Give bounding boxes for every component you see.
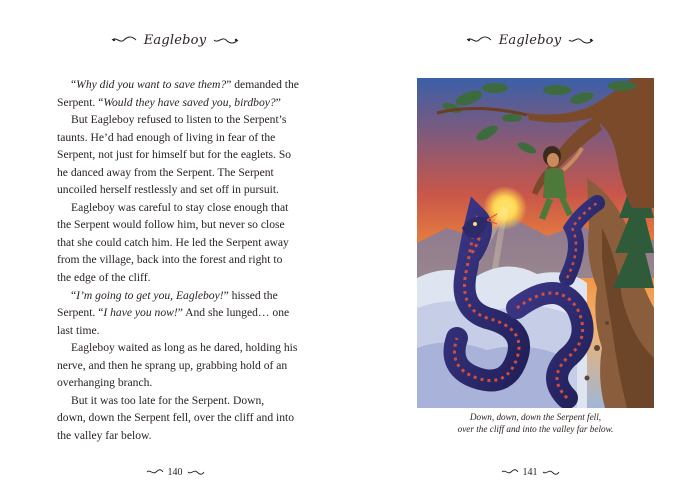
- text-line: “Why did you want to save them?” demanded the: [71, 78, 299, 91]
- text-line: But it was too late for the Serpent. Down,: [71, 393, 265, 407]
- story-text: [57, 76, 300, 444]
- page-number-text: 141: [522, 466, 538, 478]
- right-header-title: Eagleboy: [498, 32, 562, 48]
- left-page-number: [0, 465, 350, 479]
- paragraph-1: [57, 76, 300, 94]
- right-flourish-icon: [567, 35, 595, 45]
- folio-flourish-icon: [187, 468, 205, 476]
- text-line: he danced away from the Serpent. The Serpent: [57, 165, 274, 179]
- right-running-header: [350, 30, 700, 50]
- folio-flourish-icon: [146, 468, 164, 476]
- paragraph-1-cont: [57, 94, 300, 112]
- left-header-title: Eagleboy: [143, 32, 207, 48]
- text-line: last time.: [57, 323, 100, 337]
- caption-line: Down, down, down the Serpent fell,: [469, 412, 602, 422]
- caption-line: over the cliff and into the valley far below.: [457, 424, 614, 434]
- left-flourish-icon: [110, 35, 138, 45]
- text-line: that she could catch him. He led the Serpent away: [57, 235, 289, 249]
- paragraph-3-cont: [57, 216, 300, 286]
- serpent-falling-illustration: [417, 78, 654, 408]
- paragraph-2-cont: [57, 129, 300, 199]
- text-line: But Eagleboy refused to listen to the Serpent’s: [71, 113, 287, 127]
- illustration-caption: [417, 411, 654, 435]
- paragraph-5: [57, 339, 300, 357]
- text-line: Eagleboy was careful to stay close enough that: [71, 200, 289, 214]
- text-line: Serpent. “I have you now!” And she lunged… one: [57, 306, 290, 320]
- paragraph-6: [57, 392, 300, 410]
- paragraph-6-cont: [57, 409, 300, 444]
- text-line: uncoiled herself restlessly and set off in pursuit.: [57, 183, 279, 197]
- text-line: down, down the Serpent fell, over the cliff and into: [57, 411, 295, 425]
- paragraph-4: [57, 287, 300, 305]
- paragraph-2: [57, 111, 300, 129]
- folio-flourish-icon: [542, 468, 560, 476]
- text-line: the valley far below.: [57, 428, 152, 442]
- text-line: Serpent, not just for himself but for the eaglets. So: [57, 148, 292, 162]
- right-page-number: [350, 465, 700, 479]
- folio-flourish-icon: [501, 468, 519, 476]
- text-line: the edge of the cliff.: [57, 271, 151, 285]
- paragraph-4-cont: [57, 304, 300, 339]
- text-line: the Serpent would follow him, but never so close: [57, 218, 285, 232]
- text-line: nerve, and then he sprang up, grabbing hold of an: [57, 358, 288, 372]
- left-flourish-icon: [465, 35, 493, 45]
- text-line: taunts. He’d had enough of living in fear of the: [57, 130, 276, 144]
- page-number-text: 140: [167, 466, 183, 478]
- text-line: Eagleboy waited as long as he dared, holding his: [71, 341, 298, 355]
- text-line: Serpent. “Would they have saved you, birdboy?”: [57, 95, 281, 109]
- text-line: overhanging branch.: [57, 376, 153, 390]
- paragraph-5-cont: [57, 357, 300, 392]
- right-flourish-icon: [212, 35, 240, 45]
- left-running-header: [0, 30, 350, 50]
- text-line: “I’m going to get you, Eagleboy!” hissed the: [71, 288, 278, 302]
- paragraph-3: [57, 199, 300, 217]
- text-line: from the village, back into the forest and right to: [57, 253, 283, 267]
